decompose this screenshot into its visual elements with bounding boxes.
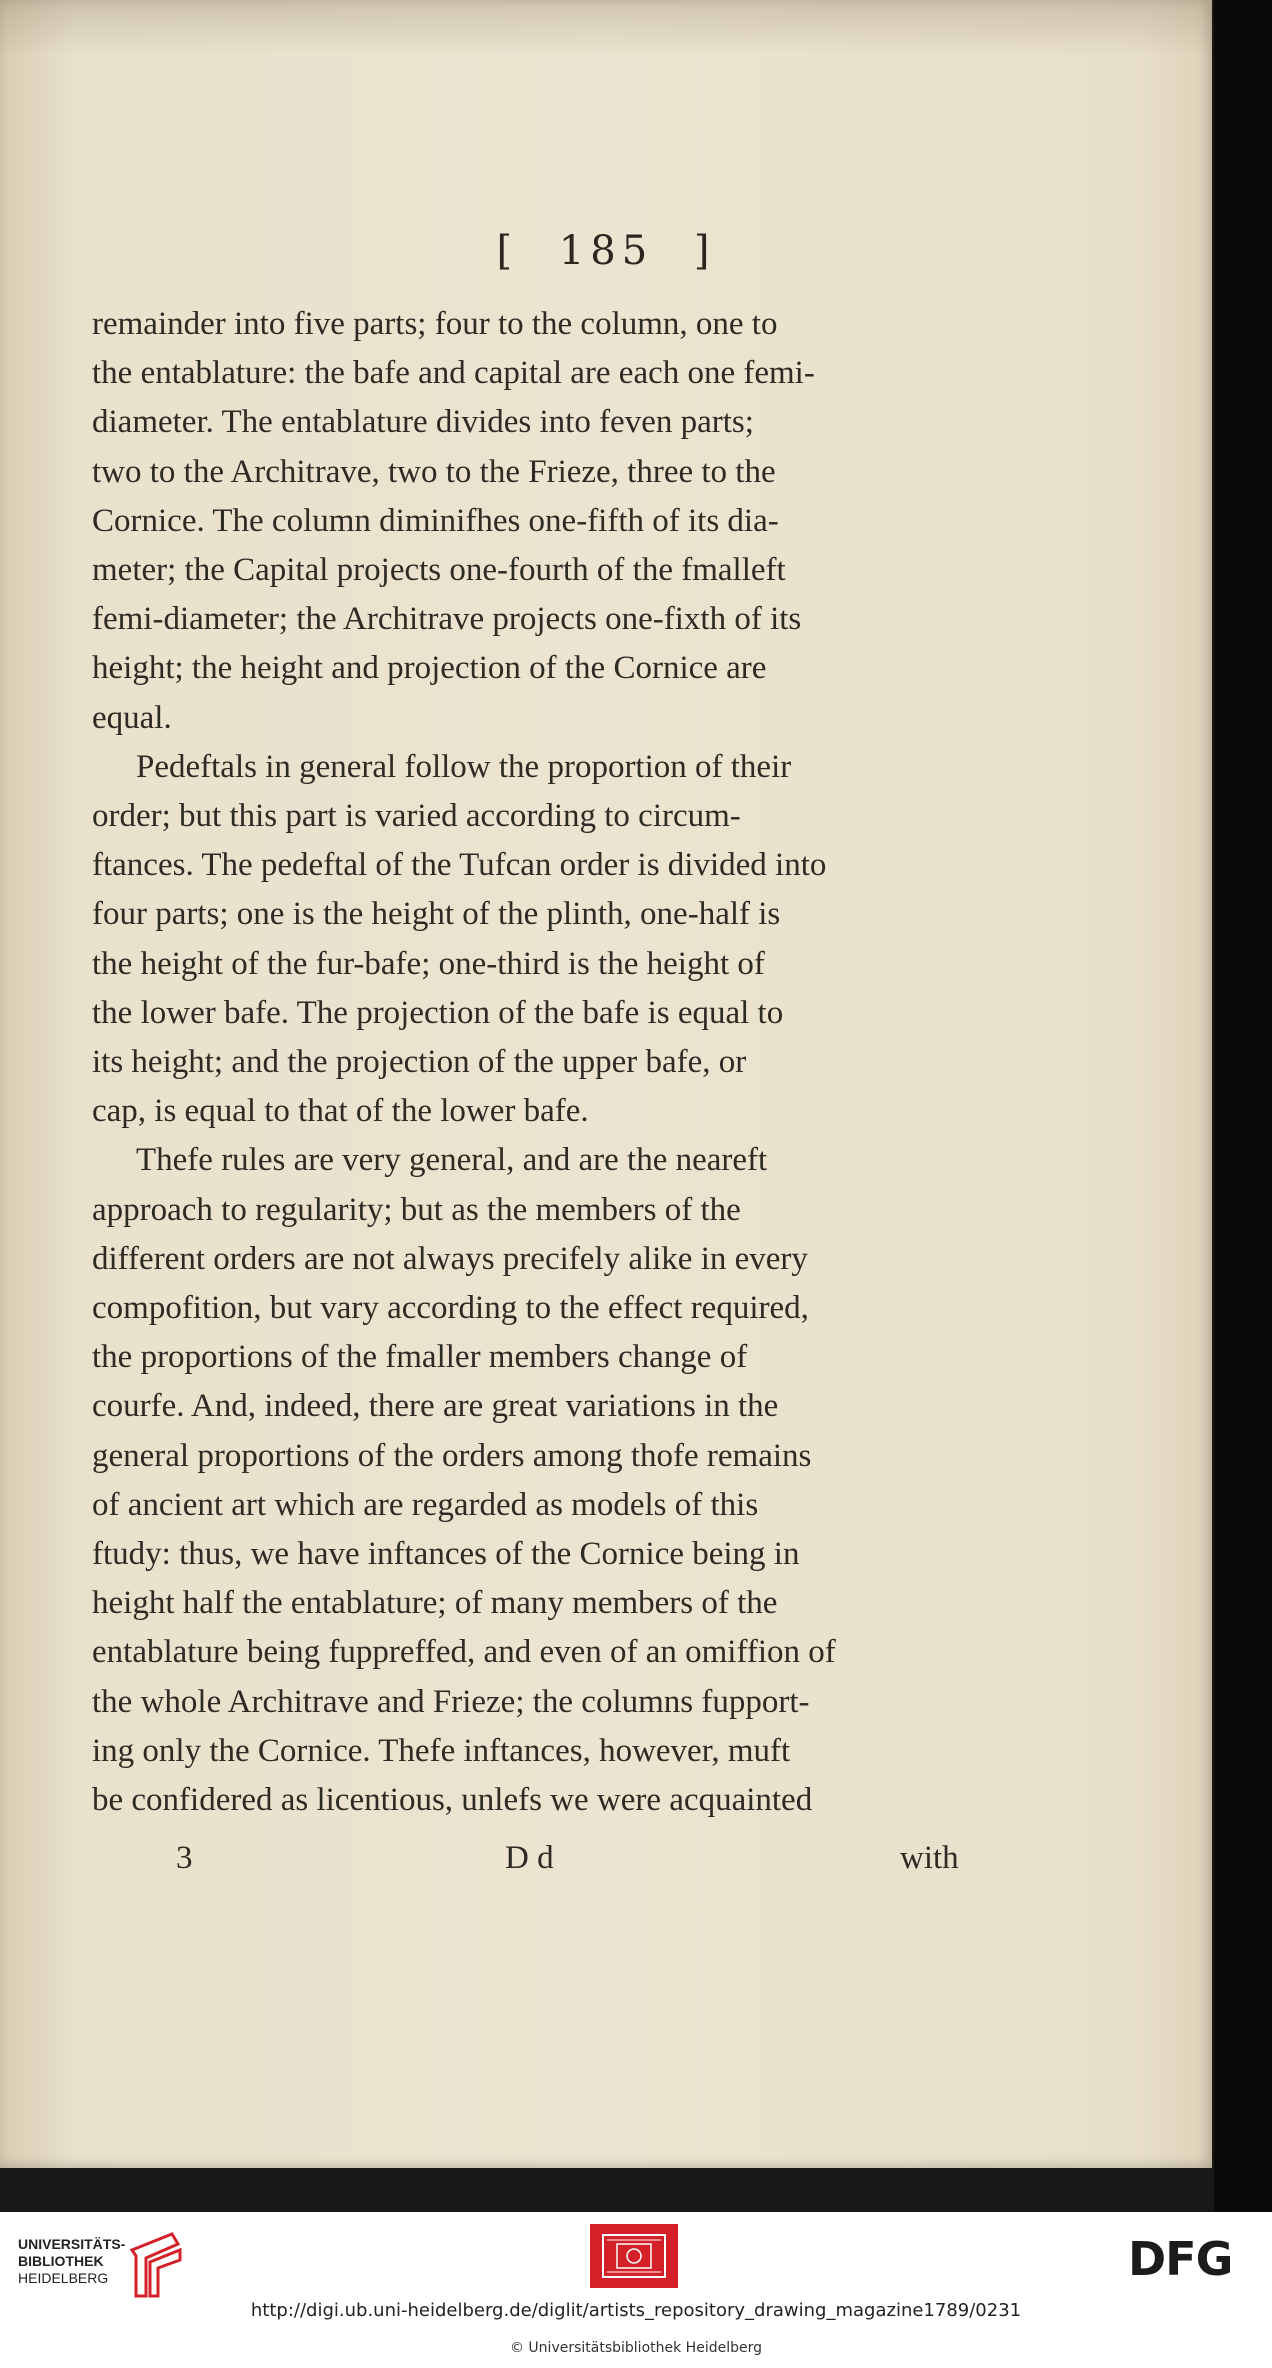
text-line: the proportions of the fmaller members change of — [92, 1339, 748, 1376]
text-line: height half the entablature; of many members of the — [92, 1585, 778, 1622]
text-line: the lower bafe. The projection of the bafe is equal to — [92, 994, 784, 1031]
text-line: different orders are not always precifely alike in every — [92, 1240, 808, 1277]
library-name — [18, 2236, 125, 2287]
text-line: courfe. And, indeed, there are great variations in the — [92, 1388, 779, 1425]
library-name-line: BIBLIOTHEK — [18, 2253, 104, 2269]
text-line: approach to regularity; but as the members of the — [92, 1191, 741, 1228]
text-line: of ancient art which are regarded as models of this — [92, 1486, 759, 1523]
text-line: cap, is equal to that of the lower bafe. — [92, 1093, 589, 1130]
text-line: ftances. The pedeftal of the Tufcan order is divided into — [92, 847, 827, 884]
text-line: order; but this part is varied according to circum- — [92, 798, 741, 835]
permalink[interactable]: http://digi.ub.uni-heidelberg.de/diglit/artists_repository_drawing_magazine1789/0231 — [250, 2300, 1022, 2321]
text-line: the whole Architrave and Frieze; the columns fupport- — [92, 1683, 810, 1720]
signature-number: 3 — [176, 1840, 193, 1876]
catchword: with — [900, 1840, 959, 1876]
epistemes-logo[interactable] — [590, 2224, 678, 2288]
text-line: compofition, but vary according to the effect required, — [92, 1290, 809, 1327]
scan-edge — [1214, 0, 1272, 2212]
signature-mark: D d — [505, 1840, 554, 1876]
text-line: meter; the Capital projects one-fourth of the fmalleft — [92, 552, 786, 589]
text-line: Thefe rules are very general, and are the neareft — [136, 1142, 768, 1179]
text-line: Pedeftals in general follow the proportion of their — [136, 748, 792, 785]
text-line: height; the height and projection of the Cornice are — [92, 650, 767, 687]
text-line: two to the Architrave, two to the Frieze, three to the — [92, 453, 776, 490]
text-line: be confidered as licentious, unlefs we were acquainted — [92, 1782, 813, 1819]
library-name-line: UNIVERSITÄTS- — [18, 2236, 126, 2252]
text-line: entablature being fuppreffed, and even of an omiffion of — [92, 1634, 836, 1671]
dfg-logo[interactable]: DFG — [1128, 2232, 1233, 2286]
footer — [0, 2212, 1272, 2368]
text-line: four parts; one is the height of the plinth, one-half is — [92, 896, 781, 933]
library-logo[interactable] — [18, 2232, 188, 2302]
text-line: Cornice. The column diminifhes one-fifth of its dia- — [92, 502, 779, 539]
text-line: equal. — [92, 699, 172, 736]
page-shadow — [0, 0, 1212, 56]
text-line: remainder into five parts; four to the column, one to — [92, 306, 778, 342]
text-line: the height of the fur-bafe; one-third is the height of — [92, 945, 765, 982]
copyright-notice: © Universitätsbibliothek Heidelberg — [509, 2340, 762, 2356]
catchword-line — [0, 1840, 1212, 1890]
text-line: the entablature: the bafe and capital are each one femi- — [92, 355, 815, 392]
text-line: ftudy: thus, we have inftances of the Cornice being in — [92, 1536, 800, 1573]
text-line: femi-diameter; the Architrave projects one-fixth of its — [92, 601, 802, 638]
library-name-line: HEIDELBERG — [18, 2270, 109, 2286]
body-text — [92, 300, 972, 1825]
text-line: ing only the Cornice. Thefe inftances, however, muft — [92, 1732, 791, 1769]
page-number: [ 185 ] — [496, 228, 716, 274]
library-mark-icon — [126, 2232, 186, 2298]
text-line: general proportions of the orders among thofe remains — [92, 1437, 812, 1474]
text-line: its height; and the projection of the upper bafe, or — [92, 1044, 747, 1081]
text-line: diameter. The entablature divides into feven parts; — [92, 404, 754, 441]
emblem-icon — [599, 2231, 669, 2281]
